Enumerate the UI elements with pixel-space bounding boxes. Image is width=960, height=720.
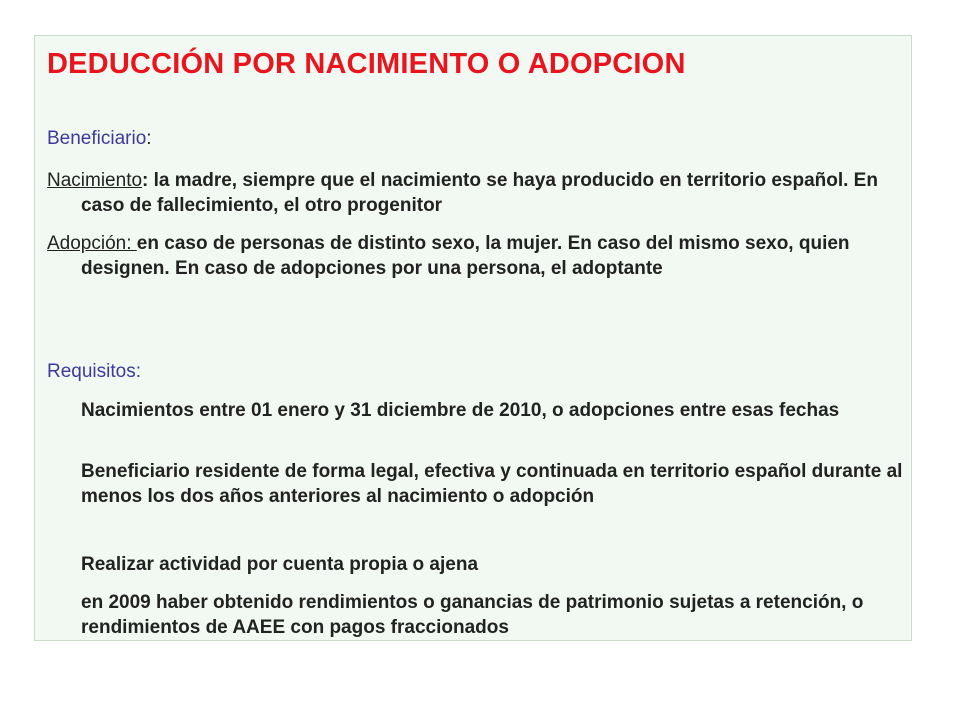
slide-content-box: [34, 35, 912, 641]
beneficiario-heading-label: Beneficiario: [47, 128, 147, 149]
requisito-item: Beneficiario residente de forma legal, efectiva y continuada en territorio español durante al menos los dos años anteriores al nacimiento o adopción: [81, 461, 903, 507]
requisitos-heading: Requisitos:: [47, 361, 141, 382]
beneficiario-heading-colon: :: [146, 128, 152, 149]
nacimiento-text: : la madre, siempre que el nacimiento se haya producido en territorio español. En caso de fallecimiento, el otro progenitor: [81, 170, 878, 216]
adopcion-paragraph: [47, 231, 902, 281]
requisito-item: Realizar actividad por cuenta propia o ajena: [81, 554, 479, 575]
slide-title: DEDUCCIÓN POR NACIMIENTO O ADOPCION: [47, 48, 686, 80]
nacimiento-paragraph: [47, 168, 902, 218]
requisito-item: Nacimientos entre 01 enero y 31 diciembre de 2010, o adopciones entre esas fechas: [81, 400, 840, 421]
adopcion-text: en caso de personas de distinto sexo, la mujer. En caso del mismo sexo, quien designen. En caso de adopciones por una persona, el adoptante: [81, 233, 850, 279]
nacimiento-term: Nacimiento: [47, 170, 143, 191]
beneficiario-heading: [47, 128, 152, 150]
requisito-item: en 2009 haber obtenido rendimientos o ganancias de patrimonio sujetas a retención, o rendimientos de AAEE con pagos fraccionados: [81, 592, 864, 638]
adopcion-term: Adopción:: [47, 233, 137, 254]
